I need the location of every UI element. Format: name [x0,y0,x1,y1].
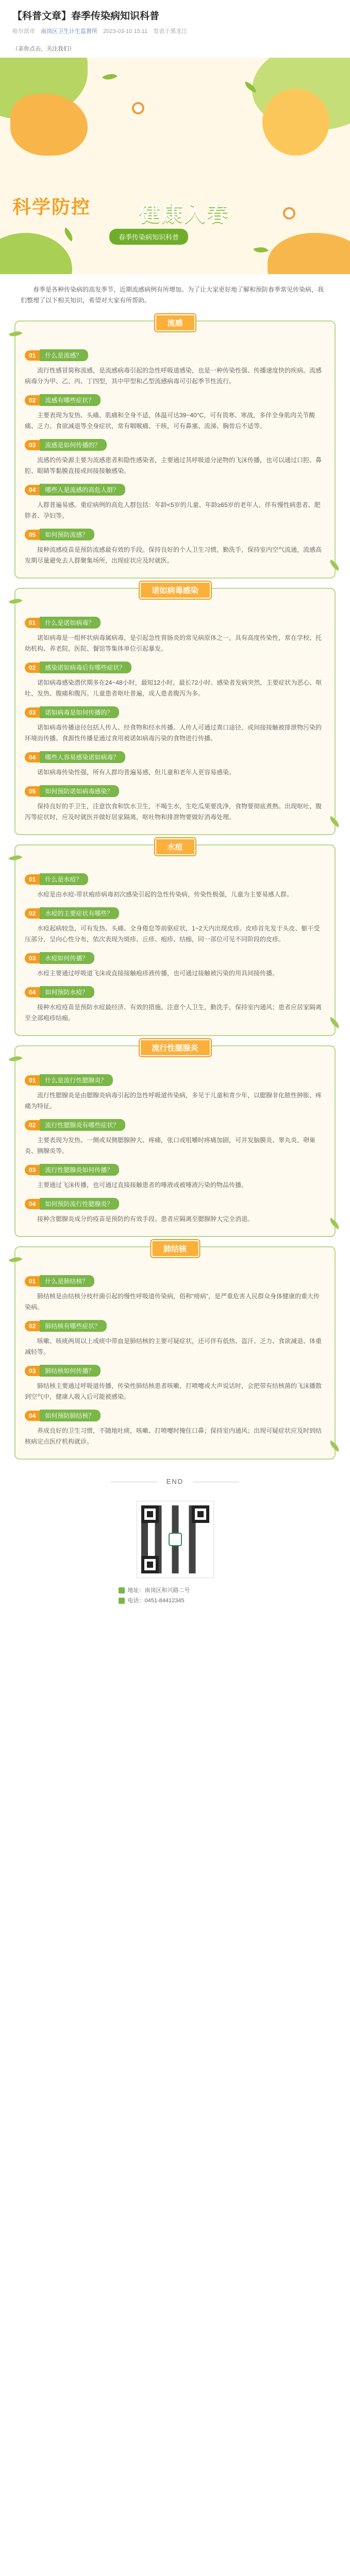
question-text: 流行性腮腺炎如何传播？ [40,1164,119,1176]
answer-text: 养成良好的卫生习惯，不随地吐痰，咳嗽、打喷嚏时掩住口鼻；保持室内通风；出现可疑症状应及时到结核病定点医疗机构就诊。 [25,1427,322,1445]
question-number: 01 [25,618,40,628]
section-heading-wrap [155,314,195,331]
location-icon [119,1587,125,1594]
phone-icon [119,1598,125,1604]
qa-item [25,1119,325,1157]
section-heading: 诺如病毒感染 [139,582,210,599]
contact-address: 地址：南岗区和兴路二号 [127,1587,190,1594]
sections-container [0,320,350,1460]
question-number: 04 [25,752,40,762]
question-text: 流感是如何传播的？ [40,439,107,451]
answer-text: 肺结核主要通过呼吸道传播，传染性肺结核患者咳嗽、打喷嚏或大声说话时，会把带有结核菌的飞沫播散到空气中，健康人吸入后可能被感染。 [25,1382,322,1400]
answer-text: 接种水痘疫苗是预防水痘最经济、有效的措施。注意个人卫生，勤洗手，保持室内通风；患者应居家隔离至全部疱疹结痂。 [25,1004,322,1022]
question-text: 诺如病毒是如何传播的？ [40,706,119,718]
answer-text: 主要通过飞沫传播，也可通过直接接触患者的唾液或被唾液污染的物品传播。 [37,1181,248,1189]
qr-logo-icon [169,1533,182,1546]
answer-text: 流行性感冒简称流感，是流感病毒引起的急性呼吸道感染，也是一种传染性强、传播速度快的疾病。流感病毒分为甲、乙、丙、丁四型，其中甲型和乙型流感病毒可引起季节性流行。 [25,367,322,385]
answer-text: 诺如病毒传播途径包括人传人、经食物和经水传播。人传人可通过粪口途径，或间接接触被排泄物污染的环境而传播。食源性传播是通过食用被诺如病毒污染的食物进行传播。 [25,724,322,742]
section-frame [14,844,336,1036]
question-number: 03 [25,440,40,450]
question-number: 05 [25,786,40,796]
question-text: 如何预防肺结核？ [40,1410,101,1421]
answer-text: 主要表现为发热、头痛、肌痛和全身不适，体温可达39~40°C，可有畏寒、寒战，多伴全身肌肉关节酸痛、乏力、食欲减退等全身症状，常有咽喉痛、干咳，可有鼻塞、流涕、胸骨后不适等。 [25,412,315,430]
leaf-icon [102,70,118,83]
answer-text: 流感的传染源主要为流感患者和隐性感染者，主要通过其呼吸道分泌物的飞沫传播，也可以通过口腔、鼻腔、眼睛等黏膜直接或间接接触感染。 [25,456,322,474]
question-pill [25,1198,325,1210]
question-number: 04 [25,1199,40,1209]
answer-text: 主要表现为发热、一侧或双侧腮腺肿大、疼痛，张口或咀嚼时疼痛加剧，可并发脑膜炎、睾丸炎、卵巢炎、胰腺炎等。 [25,1137,316,1155]
qa-item [25,952,325,979]
answer-text: 流行性腮腺炎是由腮腺炎病毒引起的急性呼吸道传染病，多见于儿童和青少年，以腮腺非化脓性肿胀、疼痛为特征。 [25,1092,322,1110]
follow-tip: （亲你点击，关注我们） [12,46,75,52]
question-text: 什么是肺结核？ [40,1275,94,1287]
question-pill [25,1074,325,1086]
section [14,844,336,1036]
question-pill [25,751,325,763]
end-block [0,1477,350,1606]
question-text: 哪些人是流感的高危人群？ [40,484,125,496]
qa-item [25,394,325,432]
question-pill [25,706,325,718]
question-pill [25,1164,325,1176]
answer-text: 水痘起病较急，可有发热、头痛、全身倦怠等前驱症状，1~2天内出现皮疹。皮疹首先发于头皮、躯干受压部分，呈向心性分布，依次表现为斑疹、丘疹、疱疹、结痂，同一部位可见不同阶段的皮疹。 [25,925,320,943]
qa-item [25,1275,325,1313]
question-text: 流感有哪些症状？ [40,394,101,406]
meta-account-link[interactable]: 南岗区卫生计生监督所 [41,28,98,35]
question-pill [25,484,325,496]
hero-title-left: 科学防控 [12,196,91,217]
question-text: 什么是流行性腮腺炎？ [40,1074,113,1086]
question-pill [25,952,325,964]
qa-item [25,529,325,566]
qa-item [25,1365,325,1402]
hero-blob [262,89,329,156]
question-text: 水痘的主要症状有哪些？ [40,907,119,919]
question-text: 什么是诺如病毒？ [40,617,101,629]
answer-text: 接种流感疫苗是预防流感最有效的手段。保持良好的个人卫生习惯，勤洗手，保持室内空气流通，流感高发期尽量避免去人群聚集场所，出现症状应及时就医。 [25,546,322,564]
qa-item [25,662,325,699]
question-pill [25,1410,325,1421]
meta-location: 发表于黑龙江 [153,28,188,35]
qa-item [25,751,325,778]
question-number: 04 [25,485,40,495]
question-pill [25,394,325,406]
question-number: 03 [25,953,40,963]
question-pill [25,873,325,885]
question-text: 肺结核如何传播？ [40,1365,101,1377]
leaf-icon [61,227,76,241]
flower-icon [134,104,142,112]
question-pill [25,1119,325,1131]
qa-item [25,873,325,900]
question-text: 如何预防水痘？ [40,986,94,998]
intro-paragraph: 春季是各种传染病的高发季节，近期流感病例有所增加。为了让大家更好地了解和预防春季常见传染病，我们整理了以下相关知识，希望对大家有所帮助。 [21,286,324,304]
question-pill [25,349,325,361]
answer-text: 诺如病毒传染性强，所有人群均普遍易感，但儿童和老年人更容易感染。 [37,769,236,776]
question-text: 什么是水痘？ [40,873,88,885]
qa-item [25,1320,325,1358]
article-title: 【科普文章】春季传染病知识科普 [12,11,160,22]
section [14,588,336,835]
end-label: END [166,1478,184,1485]
answer-text: 咳嗽、咳痰两周以上或痰中带血是肺结核的主要可疑症状，还可伴有低热、盗汗、乏力、食欲减退、体重减轻等。 [25,1337,322,1355]
qa-item [25,986,325,1024]
question-text: 肺结核有哪些症状？ [40,1320,107,1332]
qa-item [25,349,325,387]
question-number: 04 [25,1411,40,1421]
question-pill [25,1275,325,1287]
qr-finder [141,1556,159,1573]
section-heading: 流感 [155,314,195,331]
question-text: 如何预防流行性腮腺炎？ [40,1198,119,1210]
section-heading-wrap [155,838,195,855]
answer-text: 水痘主要通过呼吸道飞沫或直接接触疱疹液传播，也可通过接触被污染的用具间接传播。 [37,970,279,977]
qa-item [25,1198,325,1225]
answer-text: 肺结核是由结核分枝杆菌引起的慢性呼吸道传染病，俗称“痨病”，是严重危害人民群众身体健康的重大传染病。 [25,1293,320,1311]
question-pill [25,1320,325,1332]
section-heading: 水痘 [155,838,195,855]
answer-text: 诺如病毒感染潜伏期多在24~48小时，最短12小时，最长72小时。感染者发病突然，主要症状为恶心、呕吐、发热、腹痛和腹泻。儿童患者呕吐普遍，成人患者腹泻为多。 [25,679,322,697]
answer-text: 人群普遍易感。重症病例的高危人群包括：年龄<5岁的儿童、年龄≥65岁的老年人、伴有慢性病患者、肥胖者、孕妇等。 [25,501,321,519]
question-number: 05 [25,530,40,540]
article-header [0,0,350,35]
question-number: 02 [25,1321,40,1331]
question-number: 03 [25,1366,40,1376]
question-number: 01 [25,1276,40,1286]
section [14,320,336,579]
question-pill [25,617,325,629]
question-pill [25,986,325,998]
section-frame [14,320,336,579]
answer-text: 诺如病毒是一组杯状病毒属病毒，是引起急性胃肠炎的常见病原体之一，具有高度传染性，常在学校、托幼机构、养老院、医院、餐馆等集体单位引起暴发。 [25,634,322,652]
question-text: 流行性腮腺炎有哪些症状？ [40,1119,125,1131]
question-pill [25,1365,325,1377]
qr-finder [141,1505,159,1523]
question-pill [25,439,325,451]
question-pill [25,529,325,540]
question-text: 如何预防流感？ [40,529,94,540]
qa-item [25,617,325,654]
section-frame [14,1246,336,1460]
section-frame [14,1045,336,1237]
section-frame [14,588,336,835]
question-pill [25,785,325,797]
question-number: 01 [25,1075,40,1086]
section-heading: 流行性腮腺炎 [139,1039,210,1056]
end-divider [105,1478,245,1485]
question-number: 02 [25,663,40,673]
question-number: 01 [25,350,40,361]
hero-banner [0,58,350,274]
section-heading: 肺结核 [151,1240,199,1257]
qr-finder [192,1505,209,1523]
question-text: 如何预防诺如病毒感染？ [40,785,119,797]
answer-text: 保持良好的手卫生，注意饮食和饮水卫生，不喝生水，生吃瓜果要洗净，食物要彻底煮熟。出现呕吐、腹泻等症状时，应及时就医并做好居家隔离，呕吐物和排泄物要做好消毒处理。 [25,803,322,821]
qa-item [25,785,325,823]
section-heading-wrap [151,1240,199,1257]
hero-blob [10,94,88,156]
qa-item [25,1074,325,1112]
question-pill [25,662,325,673]
hero-blob [0,233,72,274]
section-heading-wrap [139,582,210,599]
question-pill [25,907,325,919]
qa-item [25,907,325,945]
question-number: 03 [25,1165,40,1175]
leaf-icon [253,244,268,256]
hero-blob [268,233,350,274]
flower-icon [285,209,293,217]
qa-item [25,439,325,477]
section-heading-wrap [139,1039,210,1056]
contact-info [119,1585,232,1606]
meta-time: 2023-03-10 15:11 [103,28,148,35]
hero-title-right: 健康入春 [139,203,230,226]
hero-subtitle: 春季传染病知识科普 [109,229,188,245]
question-number: 02 [25,908,40,919]
qa-item [25,1410,325,1447]
question-number: 02 [25,395,40,405]
question-number: 01 [25,874,40,885]
contact-phone: 电话：0451-84412345 [127,1598,185,1604]
question-number: 03 [25,707,40,718]
qa-item [25,484,325,521]
answer-text: 水痘是由水痘-带状疱疹病毒初次感染引起的急性传染病，传染性极强，儿童为主要易感人群。 [37,891,293,898]
question-text: 水痘如何传播？ [40,952,94,964]
section [14,1246,336,1460]
meta-author: 哈尔滨市 [12,28,35,35]
qr-code [137,1501,214,1578]
question-number: 02 [25,1120,40,1130]
question-text: 什么是流感？ [40,349,88,361]
qa-item [25,1164,325,1191]
section [14,1045,336,1237]
article-meta [12,27,338,35]
qa-item [25,706,325,744]
question-text: 感染诺如病毒后有哪些症状？ [40,662,131,673]
answer-text: 接种含腮腺炎成分的疫苗是预防的有效手段。患者应隔离至腮腺肿大完全消退。 [37,1215,254,1223]
question-text: 哪些人容易感染诺如病毒？ [40,751,125,763]
question-number: 04 [25,987,40,997]
